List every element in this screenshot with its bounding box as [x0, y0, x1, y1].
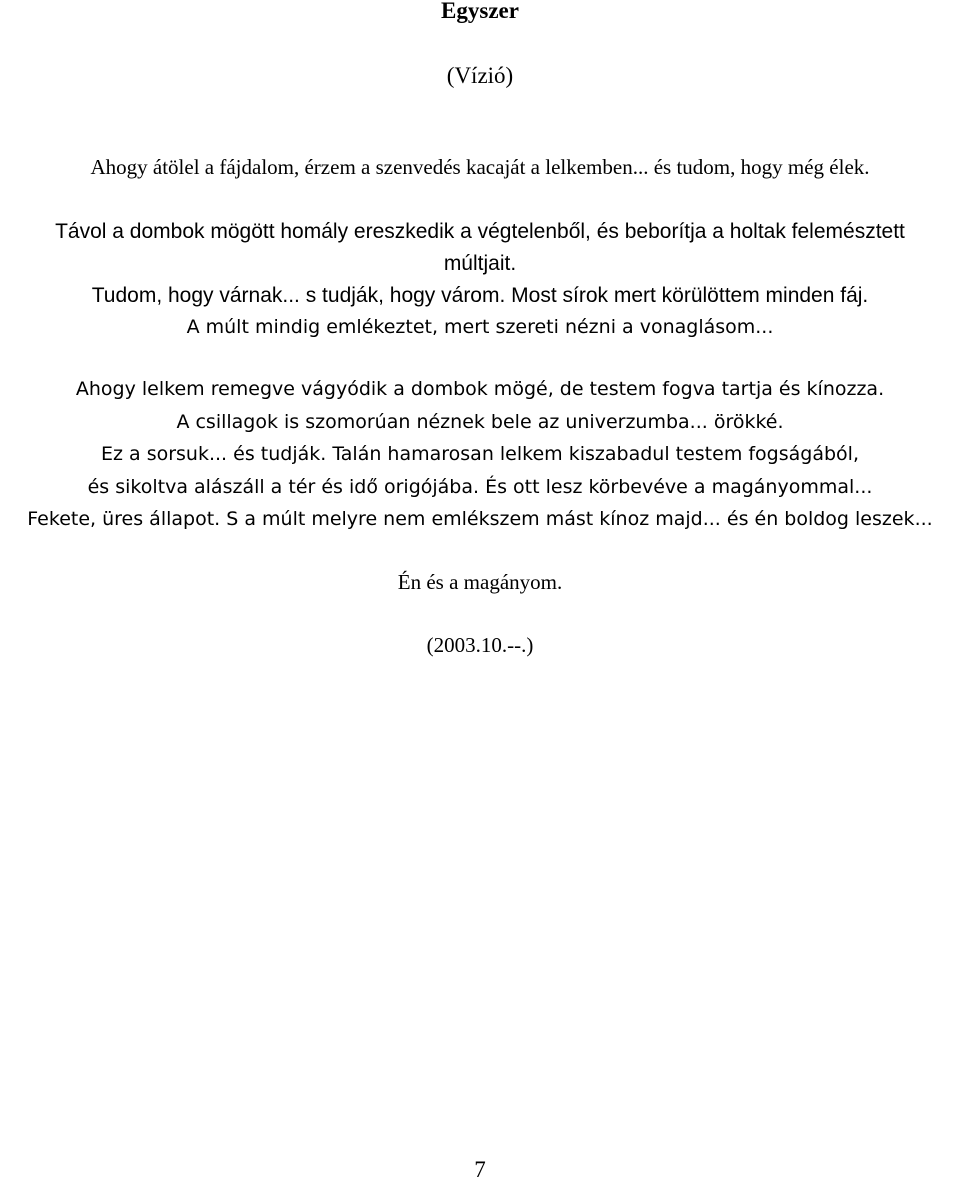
text-line-8: Ez a sorsuk... és tudják. Talán hamarosan lelkem kiszabadul testem fogságából,: [101, 443, 859, 465]
text-line-10: Fekete, üres állapot. S a múlt melyre nem emlékszem mást kínoz majd... és én boldog leszek...: [27, 508, 933, 530]
text-line-4: Tudom, hogy várnak... s tudják, hogy várom. Most sírok mert körülöttem minden fáj.: [91, 284, 869, 307]
text-line-2: Távol a dombok mögött homály ereszkedik a végtelenből, és beborítja a holtak felemésztett: [55, 220, 905, 243]
document-subtitle: (Vízió): [446, 63, 514, 88]
text-line-5: A múlt mindig emlékeztet, mert szereti nézni a vonaglásom...: [186, 316, 774, 338]
text-line-9: és sikoltva alászáll a tér és idő origójába. És ott lesz körbevéve a magányommal...: [87, 476, 873, 498]
document-title: Egyszer: [441, 0, 519, 23]
date-line: (2003.10.--.): [426, 633, 534, 657]
text-line-6: Ahogy lelkem remegve vágyódik a dombok mögé, de testem fogva tartja és kínozza.: [75, 378, 885, 400]
text-line-7: A csillagok is szomorúan néznek bele az univerzumba... örökké.: [176, 411, 784, 433]
text-line-1: Ahogy átölel a fájdalom, érzem a szenvedés kacaját a lelkemben... és tudom, hogy még élek.: [90, 155, 870, 179]
closing-line: Én és a magányom.: [397, 570, 563, 594]
page-number: 7: [474, 1157, 486, 1182]
text-line-3: múltjait.: [443, 252, 517, 275]
